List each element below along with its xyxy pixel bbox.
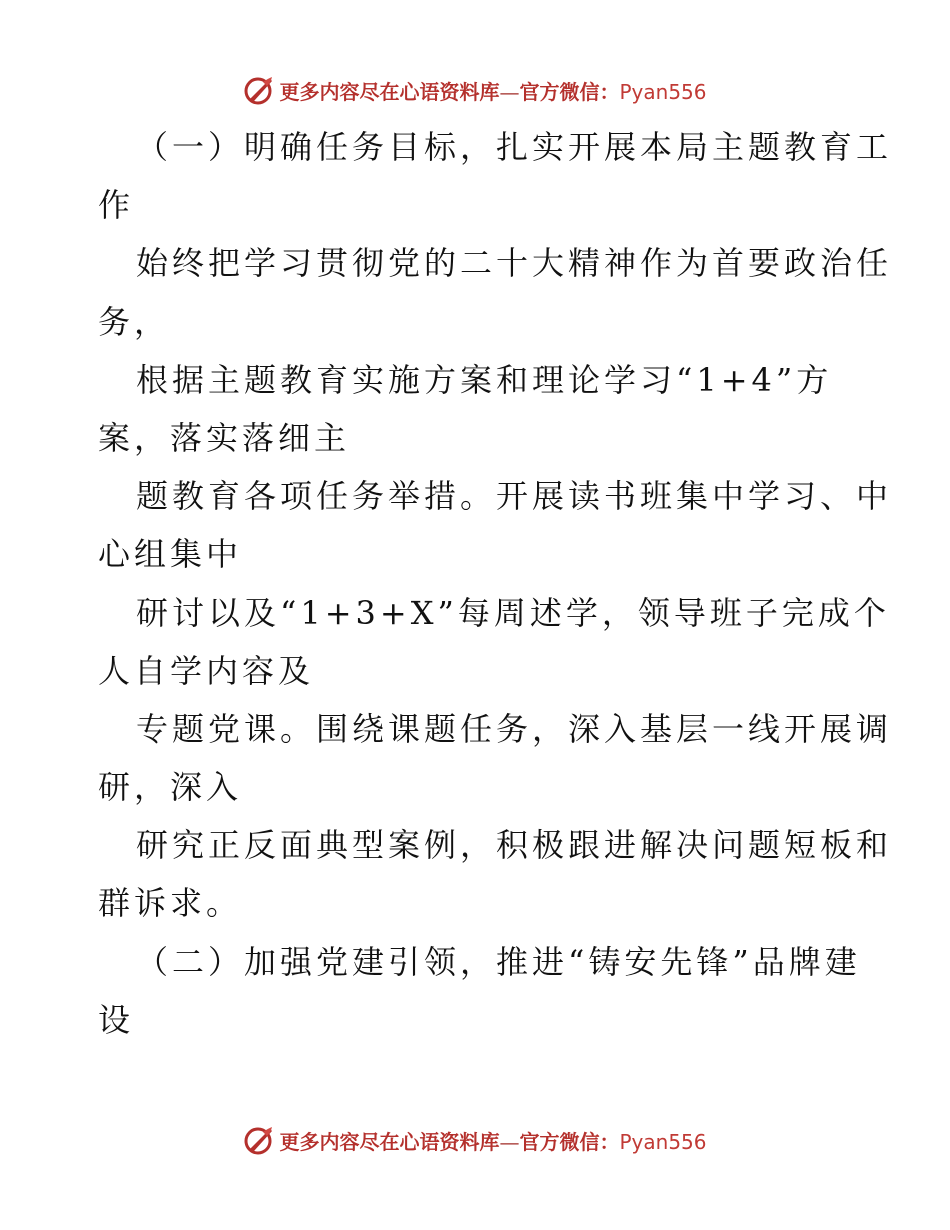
body-line: 研究正反面典型案例，积极跟进解决问题短板和 bbox=[136, 826, 893, 865]
body-line: 人自学内容及 bbox=[98, 651, 315, 690]
header-separator: — bbox=[499, 79, 520, 104]
body-line: 根据主题教育实施方案和理论学习“1+4”方 bbox=[136, 360, 833, 399]
footer-watermark bbox=[0, 1120, 950, 1160]
header-brand: 更多内容尽在心语资料库 bbox=[279, 79, 500, 104]
body-line: 务， bbox=[98, 302, 171, 341]
header-wechat-id: Pyan556 bbox=[619, 79, 707, 104]
footer-separator: — bbox=[499, 1129, 520, 1154]
section-heading-2: （二）加强党建引领，推进“铸安先锋”品牌建 bbox=[136, 942, 861, 981]
body-line: 群诉求。 bbox=[98, 884, 243, 923]
footer-brand: 更多内容尽在心语资料库 bbox=[279, 1129, 500, 1154]
header-watermark bbox=[0, 70, 950, 110]
section-heading-1: （一）明确任务目标，扎实开展本局主题教育工 bbox=[136, 128, 893, 166]
body-line: 题教育各项任务举措。开展读书班集中学习、中 bbox=[136, 477, 893, 516]
body-line: 研讨以及“1+3+X”每周述学，领导班子完成个 bbox=[136, 593, 890, 632]
body-line: 设 bbox=[98, 1000, 135, 1039]
footer-wechat-id: Pyan556 bbox=[619, 1129, 707, 1154]
body-line: 心组集中 bbox=[98, 535, 243, 574]
quill-logo-icon bbox=[243, 74, 275, 106]
header-text bbox=[279, 76, 706, 105]
footer-wechat-label: 官方微信： bbox=[519, 1129, 620, 1154]
document-body bbox=[98, 118, 893, 1049]
header-wechat-label: 官方微信： bbox=[519, 79, 620, 104]
body-line: 案，落实落细主 bbox=[98, 418, 351, 457]
body-line: 研，深入 bbox=[98, 768, 243, 807]
body-line: 作 bbox=[98, 186, 135, 225]
quill-logo-icon bbox=[243, 1124, 275, 1156]
body-line: 始终把学习贯彻党的二十大精神作为首要政治任 bbox=[136, 244, 893, 283]
body-line: 专题党课。围绕课题任务，深入基层一线开展调 bbox=[136, 709, 893, 748]
footer-text bbox=[279, 1126, 706, 1155]
